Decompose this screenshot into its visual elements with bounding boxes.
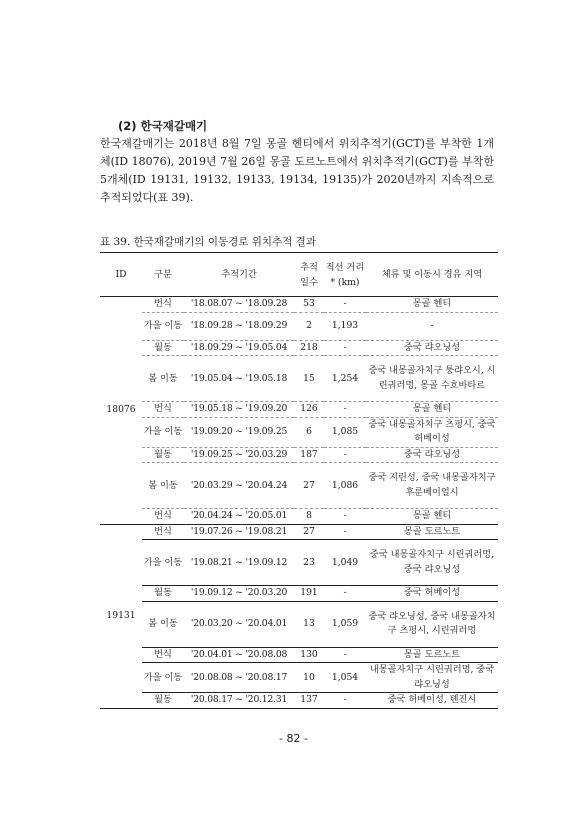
table-row bbox=[100, 340, 498, 356]
cell-type: 월동 bbox=[142, 586, 184, 602]
table-row bbox=[100, 402, 498, 418]
cell-type: 월동 bbox=[142, 693, 184, 709]
cell-days: 191 bbox=[294, 586, 324, 602]
cell-region: 내몽골자치구 시린궈러멍, 중국 랴오닝성 bbox=[366, 663, 498, 693]
cell-type: 봄 이동 bbox=[142, 356, 184, 402]
cell-type: 월동 bbox=[142, 340, 184, 356]
header-id: ID bbox=[100, 253, 142, 297]
cell-region: 몽골 헨티 bbox=[366, 509, 498, 525]
cell-days: 126 bbox=[294, 402, 324, 418]
table-row bbox=[100, 540, 498, 586]
cell-distance: - bbox=[324, 447, 366, 463]
cell-region: 중국 지린성, 중국 내몽골자치구 후룬베이얼시 bbox=[366, 463, 498, 509]
cell-region: 중국 허베이성, 톈진시 bbox=[366, 693, 498, 709]
cell-days: 53 bbox=[294, 297, 324, 313]
cell-type: 가을 이동 bbox=[142, 312, 184, 340]
table-row bbox=[100, 312, 498, 340]
cell-type: 봄 이동 bbox=[142, 463, 184, 509]
cell-distance: - bbox=[324, 586, 366, 602]
cell-days: 6 bbox=[294, 417, 324, 447]
cell-distance: 1,054 bbox=[324, 663, 366, 693]
table-body bbox=[100, 297, 498, 709]
section-heading: (2) 한국재갈매기 bbox=[118, 119, 208, 133]
cell-distance: 1,085 bbox=[324, 417, 366, 447]
cell-days: 23 bbox=[294, 540, 324, 586]
tracking-results-table bbox=[100, 252, 498, 709]
cell-days: 13 bbox=[294, 601, 324, 647]
cell-period: '19.09.25 ~ '20.03.29 bbox=[184, 447, 294, 463]
cell-type: 월동 bbox=[142, 447, 184, 463]
cell-region: 중국 랴오닝성, 중국 내몽골자치구 츠펑시, 시린궈러멍 bbox=[366, 601, 498, 647]
table-row bbox=[100, 463, 498, 509]
table-row bbox=[100, 663, 498, 693]
cell-period: '20.03.20 ~ '20.04.01 bbox=[184, 601, 294, 647]
cell-period: '19.05.04 ~ '19.05.18 bbox=[184, 356, 294, 402]
cell-period: '19.07.26 ~ '19.08.21 bbox=[184, 524, 294, 540]
cell-type: 가을 이동 bbox=[142, 540, 184, 586]
table-caption: 표 39. 한국재갈매기의 이동경로 위치추적 결과 bbox=[100, 236, 316, 248]
table-row bbox=[100, 586, 498, 602]
body-paragraph bbox=[100, 135, 494, 207]
cell-distance: - bbox=[324, 509, 366, 525]
header-days: 추적 일수 bbox=[294, 253, 324, 297]
cell-days: 8 bbox=[294, 509, 324, 525]
header-distance: 직선 거리* (km) bbox=[324, 253, 366, 297]
cell-period: '18.09.28 ~ '18.09.29 bbox=[184, 312, 294, 340]
table-row bbox=[100, 447, 498, 463]
cell-distance: 1,254 bbox=[324, 356, 366, 402]
paragraph-text: 한국재갈매기는 2018년 8월 7일 몽골 헨티에서 위치추적기(GCT)를 부착한 1개체(ID 18076), 2019년 7월 26일 몽골 도르노트에서 위치추적기(GCT)를 부착한 5개체(ID 19131, 19132, 19133, 19134, 19135)가 2020년까지 지속적으로 추적되었다(표 39). bbox=[100, 137, 494, 204]
cell-type: 번식 bbox=[142, 402, 184, 418]
cell-distance: - bbox=[324, 402, 366, 418]
cell-days: 15 bbox=[294, 356, 324, 402]
cell-region: 중국 내몽골자치구 퉁랴오시, 시린궈러멍, 몽골 수흐바타르 bbox=[366, 356, 498, 402]
table-row bbox=[100, 417, 498, 447]
cell-days: 27 bbox=[294, 524, 324, 540]
cell-region: 중국 내몽골자치구 츠펑시, 중국 허베이성 bbox=[366, 417, 498, 447]
cell-period: '19.08.21 ~ '19.09.12 bbox=[184, 540, 294, 586]
page-number: - 82 - bbox=[279, 732, 308, 745]
header-type: 구분 bbox=[142, 253, 184, 297]
cell-days: 187 bbox=[294, 447, 324, 463]
cell-region: 몽골 헨티 bbox=[366, 297, 498, 313]
table-row bbox=[100, 509, 498, 525]
cell-period: '18.09.29 ~ '19.05.04 bbox=[184, 340, 294, 356]
cell-days: 130 bbox=[294, 647, 324, 663]
table-row bbox=[100, 297, 498, 313]
cell-period: '20.08.08 ~ '20.08.17 bbox=[184, 663, 294, 693]
cell-period: '20.08.17 ~ '20.12.31 bbox=[184, 693, 294, 709]
cell-type: 번식 bbox=[142, 509, 184, 525]
cell-region: - bbox=[366, 312, 498, 340]
table-row bbox=[100, 693, 498, 709]
header-period: 추적기간 bbox=[184, 253, 294, 297]
cell-period: '19.09.12 ~ '20.03.20 bbox=[184, 586, 294, 602]
table-row bbox=[100, 601, 498, 647]
cell-id: 18076 bbox=[100, 297, 142, 525]
table-row bbox=[100, 647, 498, 663]
cell-region: 중국 허베이성 bbox=[366, 586, 498, 602]
cell-distance: - bbox=[324, 524, 366, 540]
cell-days: 137 bbox=[294, 693, 324, 709]
table-row bbox=[100, 524, 498, 540]
cell-distance: - bbox=[324, 340, 366, 356]
cell-type: 번식 bbox=[142, 297, 184, 313]
cell-days: 27 bbox=[294, 463, 324, 509]
cell-distance: 1,086 bbox=[324, 463, 366, 509]
cell-region: 중국 랴오닝성 bbox=[366, 447, 498, 463]
cell-distance: 1,059 bbox=[324, 601, 366, 647]
cell-distance: 1,193 bbox=[324, 312, 366, 340]
cell-distance: - bbox=[324, 297, 366, 313]
cell-distance: - bbox=[324, 647, 366, 663]
cell-id: 19131 bbox=[100, 524, 142, 708]
cell-type: 봄 이동 bbox=[142, 601, 184, 647]
cell-distance: 1,049 bbox=[324, 540, 366, 586]
cell-type: 번식 bbox=[142, 524, 184, 540]
cell-period: '20.04.24 ~ '20.05.01 bbox=[184, 509, 294, 525]
table-header-row bbox=[100, 253, 498, 297]
cell-region: 중국 랴오닝성 bbox=[366, 340, 498, 356]
cell-region: 몽골 도르노트 bbox=[366, 647, 498, 663]
cell-period: '20.03.29 ~ '20.04.24 bbox=[184, 463, 294, 509]
cell-type: 번식 bbox=[142, 647, 184, 663]
cell-period: '19.09.20 ~ '19.09.25 bbox=[184, 417, 294, 447]
cell-distance: - bbox=[324, 693, 366, 709]
cell-period: '20.04.01 ~ '20.08.08 bbox=[184, 647, 294, 663]
cell-period: '18.08.07 ~ '18.09.28 bbox=[184, 297, 294, 313]
cell-type: 가을 이동 bbox=[142, 417, 184, 447]
cell-region: 몽골 도르노트 bbox=[366, 524, 498, 540]
cell-region: 중국 내몽골자치구 시린궈러멍, 중국 랴오닝성 bbox=[366, 540, 498, 586]
cell-days: 2 bbox=[294, 312, 324, 340]
cell-type: 가을 이동 bbox=[142, 663, 184, 693]
cell-region: 몽골 헨티 bbox=[366, 402, 498, 418]
cell-period: '19.05.18 ~ '19.09.20 bbox=[184, 402, 294, 418]
header-region: 체류 및 이동시 경유 지역 bbox=[366, 253, 498, 297]
cell-days: 10 bbox=[294, 663, 324, 693]
cell-days: 218 bbox=[294, 340, 324, 356]
table-row bbox=[100, 356, 498, 402]
